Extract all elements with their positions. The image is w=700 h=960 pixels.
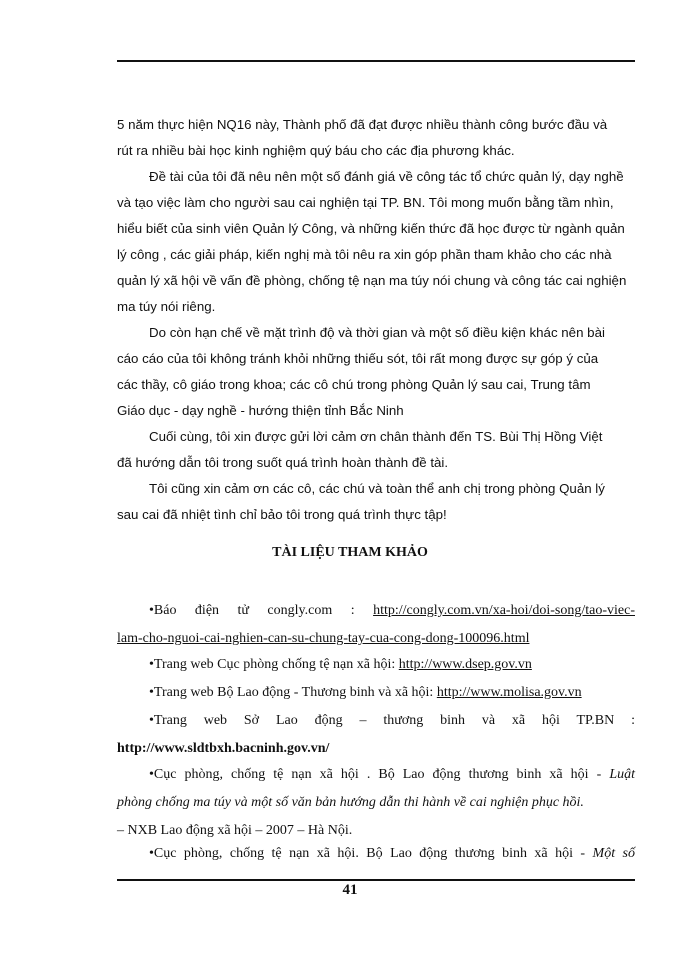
p3-line-2: cáo cáo của tôi không tránh khỏi những thiếu sót, tôi rất mong được sự góp ý của <box>117 351 599 366</box>
reference-5-text: Cục phòng, chống tệ nạn xã hội . Bộ Lao động thương binh xã hội - <box>153 767 610 782</box>
p4-line-1: Cuối cùng, tôi xin được gửi lời cảm ơn chân thành đến TS. Bùi Thị Hồng Việt <box>149 429 603 444</box>
bullet: • <box>149 846 154 861</box>
paragraph-3 <box>117 320 635 424</box>
bullet: • <box>149 767 154 782</box>
p3-line-1: Do còn hạn chế về mặt trình độ và thời gian và một số điều kiện khác nên bài <box>149 325 605 340</box>
reference-1-text: Báo điện tử congly.com : <box>153 603 374 618</box>
header-rule <box>117 60 635 62</box>
p1-line-2: rút ra nhiều bài học kinh nghiệm quý báu cho các địa phương khác. <box>117 143 515 158</box>
footer-rule <box>117 879 635 881</box>
bullet: • <box>149 657 154 672</box>
reference-6-text: Cục phòng, chống tệ nạn xã hội. Bộ Lao động thương binh xã hội - <box>153 846 593 861</box>
p2-line-4: lý công , các giải pháp, kiến nghị mà tôi nêu ra xin góp phần tham khảo cho các nhà <box>117 247 612 262</box>
reference-3-text: Trang web Bộ Lao động - Thương binh và xã hội: <box>153 685 437 700</box>
reference-1 <box>117 597 635 653</box>
p2-line-5: quản lý xã hội về vấn đề phòng, chống tệ nạn ma túy nói chung và công tác cai nghiện <box>117 273 627 288</box>
p3-line-4: Giáo dục - dạy nghề - hướng thiện tỉnh Bắc Ninh <box>117 403 404 418</box>
paragraph-4 <box>117 424 635 476</box>
reference-5-title: phòng chống ma túy và một số văn bản hướng dẫn thi hành về cai nghiện phục hồi. <box>117 795 584 810</box>
p2-line-1: Đề tài của tôi đã nêu nên một số đánh giá về công tác tổ chức quản lý, dạy nghề <box>149 169 624 184</box>
p2-line-3: hiểu biết của sinh viên Quản lý Công, và những kiến thức đã học được từ ngành quản <box>117 221 625 236</box>
references-heading: TÀI LIỆU THAM KHẢO <box>272 545 428 560</box>
bullet: • <box>149 713 154 728</box>
p5-line-2: sau cai đã nhiệt tình chỉ bảo tôi trong quá trình thực tập! <box>117 507 447 522</box>
reference-5-publisher: – NXB Lao động xã hội – 2007 – Hà Nội. <box>117 823 353 838</box>
reference-4 <box>117 707 635 763</box>
paragraph-2 <box>117 164 635 320</box>
reference-2-link[interactable]: http://www.dsep.gov.vn <box>398 657 532 672</box>
reference-6-title-start: Một số <box>592 846 636 861</box>
reference-4-text: Trang web Sở Lao động – thương binh và xã hội TP.BN : <box>153 713 635 728</box>
p4-line-2: đã hướng dẫn tôi trong suốt quá trình hoàn thành đề tài. <box>117 455 449 470</box>
reference-4-url[interactable]: http://www.sldtbxh.bacninh.gov.vn/ <box>117 741 330 756</box>
paragraph-5 <box>117 476 635 528</box>
p2-line-2: và tạo việc làm cho người sau cai nghiện tại TP. BN. Tôi mong muốn bằng tầm nhìn, <box>117 195 614 210</box>
reference-1-link-cont[interactable]: lam-cho-nguoi-cai-nghien-can-su-chung-tay-cua-cong-dong-100096.html <box>117 631 530 646</box>
reference-6 <box>117 840 635 868</box>
p3-line-3: các thầy, cô giáo trong khoa; các cô chú trong phòng Quản lý sau cai, Trung tâm <box>117 377 591 392</box>
bullet: • <box>149 603 154 618</box>
bullet: • <box>149 685 154 700</box>
reference-1-link[interactable]: http://congly.com.vn/xa-hoi/doi-song/tao-viec- <box>373 603 635 618</box>
p5-line-1: Tôi cũng xin cảm ơn các cô, các chú và toàn thể anh chị trong phòng Quản lý <box>149 481 605 496</box>
p2-line-6: ma túy nói riêng. <box>117 299 216 314</box>
reference-3 <box>117 679 635 707</box>
page-number: 41 <box>342 882 358 898</box>
reference-5-title-start: Luật <box>609 767 635 782</box>
reference-5 <box>117 761 635 845</box>
reference-3-link[interactable]: http://www.molisa.gov.vn <box>436 685 582 700</box>
p1-line-1: 5 năm thực hiện NQ16 này, Thành phố đã đạt được nhiều thành công bước đầu và <box>117 117 608 132</box>
paragraph-1 <box>117 112 635 164</box>
reference-2-text: Trang web Cục phòng chống tệ nạn xã hội: <box>153 657 399 672</box>
reference-2 <box>117 651 635 679</box>
